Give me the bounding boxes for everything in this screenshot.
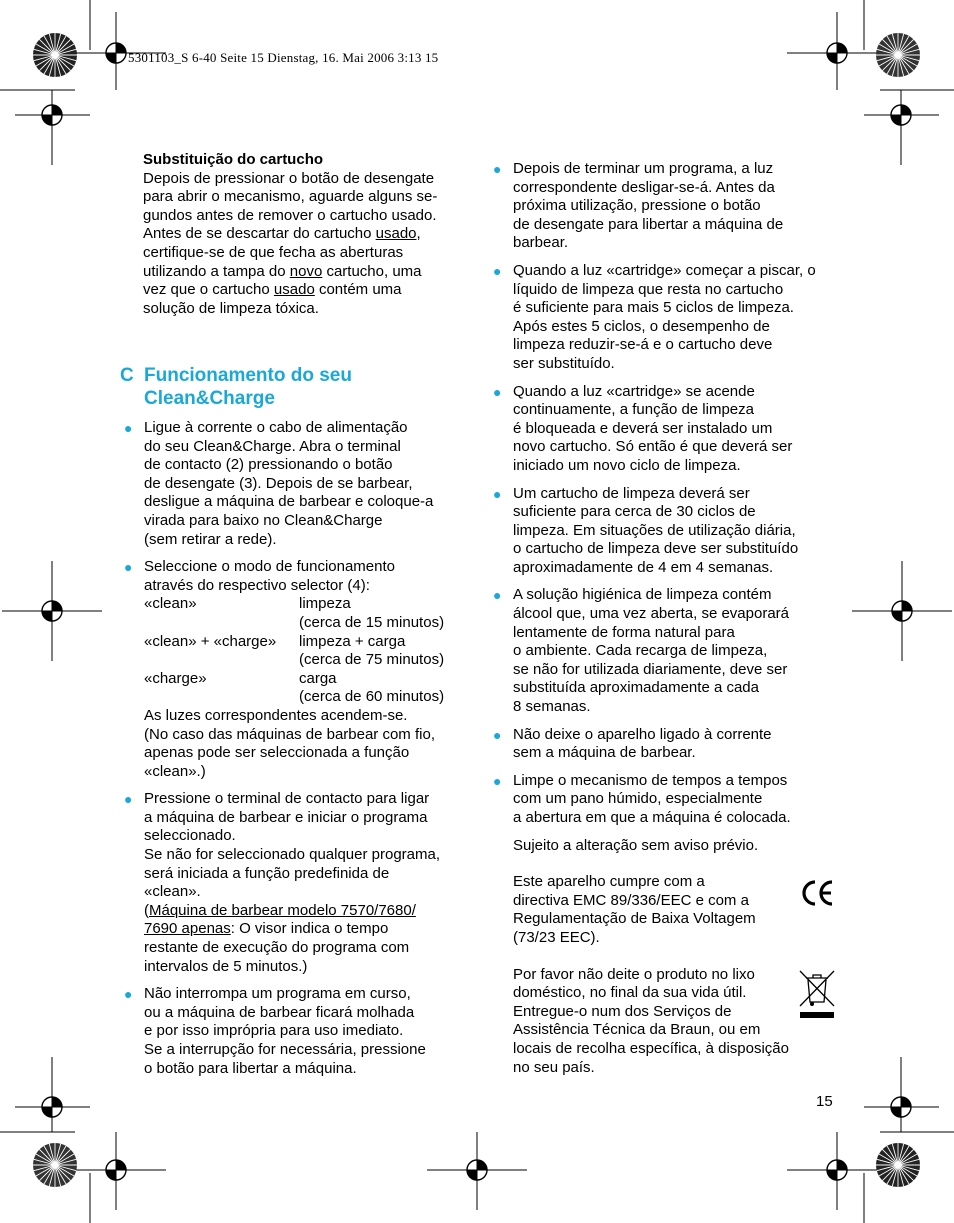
mode-label: «clean» + «charge» <box>144 632 277 650</box>
page-number: 15 <box>816 1093 833 1110</box>
section-letter: C <box>120 365 134 386</box>
mode-desc: limpeza <box>299 595 351 613</box>
bullet-icon: ● <box>493 262 502 279</box>
text-run: Antes de se descartar do cartucho <box>143 225 376 243</box>
text-line: próxima utilização, pressione o botão <box>513 197 761 215</box>
text-block <box>144 985 474 1078</box>
section-title <box>144 364 424 410</box>
cartridge-replacement-title: Substituição do cartucho <box>143 151 324 168</box>
text-line: ou a máquina de barbear ficará molhada <box>144 1003 415 1021</box>
bullet-icon: ● <box>493 383 502 400</box>
mode-desc: carga <box>299 669 337 687</box>
list-item <box>124 419 474 549</box>
list-item <box>493 725 843 763</box>
disposal-text <box>513 966 843 1078</box>
bullet-icon: ● <box>493 587 502 604</box>
ce-compliance-text <box>513 873 843 947</box>
bullet-icon: ● <box>493 726 502 743</box>
bullet-icon: ● <box>493 772 502 789</box>
left-bullet-list <box>124 419 474 1087</box>
text-line: do seu Clean&Charge. Abra o terminal <box>144 437 401 455</box>
text-line: novo cartucho. Só então é que deverá ser <box>513 438 793 456</box>
text-line: solução de limpeza tóxica. <box>143 299 319 317</box>
crossed-bin-icon <box>798 968 836 1020</box>
text-line: «clean».) <box>144 762 206 780</box>
text-line: através do respectivo selector (4): <box>144 576 370 594</box>
text-line: aproximadamente de 4 em 4 semanas. <box>513 558 774 576</box>
text-line: gundos antes de remover o cartucho usado. <box>143 206 437 224</box>
print-slug: 5301103_S 6-40 Seite 15 Dienstag, 16. Mai 2006 3:13 15 <box>128 50 439 65</box>
mode-time: (cerca de 75 minutos) <box>299 651 445 669</box>
text-line: Por favor não deite o produto no lixo <box>513 965 755 983</box>
text-line: Regulamentação de Baixa Voltagem <box>513 910 756 928</box>
text-block <box>513 726 843 763</box>
text-line: locais de recolha específica, à disposição <box>513 1039 789 1057</box>
text-line: limpeza reduzir-se-á e o cartucho deve <box>513 336 773 354</box>
text-line: Pressione o terminal de contacto para ligar <box>144 790 430 808</box>
text-line: seleccionado. <box>144 827 236 845</box>
text-line: Depois de terminar um programa, a luz <box>513 160 774 177</box>
text-line: ser substituído. <box>513 354 615 372</box>
underlined-text: 7690 apenas <box>144 920 231 938</box>
text-line <box>144 920 474 939</box>
text-line: Seleccione o modo de funcionamento <box>144 558 396 576</box>
text-line: directiva EMC 89/336/EEC e com a <box>513 891 749 909</box>
text-line: a abertura em que a máquina é colocada. <box>513 809 791 826</box>
bullet-icon: ● <box>493 161 502 177</box>
list-item <box>124 790 474 976</box>
text-line: virada para baixo no Clean&Charge <box>144 511 383 529</box>
text-line: se não for utilizada diariamente, deve ser <box>513 660 788 678</box>
mode-desc: limpeza + carga <box>299 632 406 650</box>
text-line: o ambiente. Cada recarga de limpeza, <box>513 642 768 660</box>
text-line: (sem retirar a rede). <box>144 530 277 548</box>
text-run: utilizando a tampa do <box>143 262 290 280</box>
mode-label: «clean» <box>144 595 197 613</box>
text-line: e por isso imprópria para uso imediato. <box>144 1022 404 1040</box>
text-line: certifique-se de que fecha as aberturas <box>143 243 404 261</box>
list-item <box>493 484 843 578</box>
text-line: de desengate para libertar a máquina de <box>513 215 784 233</box>
text-run: : O visor indica o tempo <box>230 920 389 938</box>
text-run: vez que o cartucho <box>143 281 274 299</box>
text-line <box>143 263 473 282</box>
text-line: Um cartucho de limpeza deverá ser <box>513 484 750 502</box>
text-line: limpeza. Em situações de utilização diária, <box>513 521 796 539</box>
text-line: suficiente para cerca de 30 ciclos de <box>513 503 756 521</box>
text-line: de contacto (2) pressionando o botão <box>144 456 393 474</box>
text-line: continuamente, a função de limpeza <box>513 401 754 419</box>
text-line <box>144 902 474 921</box>
text-line: o cartucho de limpeza deve ser substituído <box>513 540 799 558</box>
text-line: 8 semanas. <box>513 698 591 716</box>
text-block <box>144 419 474 549</box>
mode-label: «charge» <box>144 669 207 687</box>
list-item <box>124 985 474 1078</box>
text-line <box>143 225 473 244</box>
text-line: Não deixe o aparelho ligado à corrente <box>513 725 772 743</box>
text-block <box>513 160 843 253</box>
text-line: líquido de limpeza que resta no cartucho <box>513 280 784 298</box>
text-run: , <box>416 225 421 243</box>
mode-table <box>144 595 474 707</box>
notice-text: Sujeito a alteração sem aviso prévio. <box>513 836 759 854</box>
text-line: «clean». <box>144 883 201 901</box>
underlined-word: usado <box>273 281 315 299</box>
right-column <box>493 160 843 1077</box>
text-line: é suficiente para mais 5 ciclos de limpeza. <box>513 299 794 317</box>
text-line: Depois de pressionar o botão de desengate <box>143 169 435 187</box>
mode-time: (cerca de 15 minutos) <box>299 613 445 631</box>
text-line: A solução higiénica de limpeza contém <box>513 586 772 604</box>
bullet-icon: ● <box>124 420 133 436</box>
list-item <box>493 771 843 828</box>
text-line: Não interrompa um programa em curso, <box>144 985 411 1003</box>
text-line: Se não for seleccionado qualquer programa, <box>144 846 441 864</box>
text-line: com um pano húmido, especialmente <box>513 790 763 808</box>
list-item <box>493 160 843 253</box>
text-line: Este aparelho cumpre com a <box>513 873 705 891</box>
text-line: o botão para libertar a máquina. <box>144 1059 357 1077</box>
text-line: de desengate (3). Depois de se barbear, <box>144 474 413 492</box>
bullet-icon: ● <box>124 559 133 576</box>
list-item <box>124 558 474 781</box>
text-run: ( <box>144 901 149 919</box>
bullet-icon: ● <box>493 485 502 502</box>
text-line: é bloqueada e deverá ser instalado um <box>513 419 773 437</box>
text-line: álcool que, uma vez aberta, se evaporará <box>513 605 789 623</box>
text-line: iniciado um novo ciclo de limpeza. <box>513 456 741 474</box>
list-item <box>493 261 843 374</box>
text-line: no seu país. <box>513 1058 595 1076</box>
text-line: Assistência Técnica da Braun, ou em <box>513 1021 761 1039</box>
underlined-word: usado <box>375 225 417 243</box>
text-line: a máquina de barbear e iniciar o programa <box>144 808 428 826</box>
text-block <box>513 485 843 578</box>
mode-time: (cerca de 60 minutos) <box>299 688 445 706</box>
text-line: será iniciada a função predefinida de <box>144 864 390 882</box>
bullet-icon: ● <box>124 791 133 808</box>
text-run: cartucho, uma <box>322 262 422 280</box>
text-line: apenas pode ser seleccionada a função <box>144 744 410 762</box>
text-line: intervalos de 5 minutos.) <box>144 957 308 975</box>
text-line: Limpe o mecanismo de tempos a tempos <box>513 771 788 789</box>
underlined-word: novo <box>289 262 323 280</box>
text-block <box>144 707 474 781</box>
text-line: (No caso das máquinas de barbear com fio, <box>144 725 435 743</box>
text-line: As luzes correspondentes acendem-se. <box>144 706 408 724</box>
text-block <box>513 586 843 716</box>
bullet-icon: ● <box>124 986 133 1003</box>
text-line: sem a máquina de barbear. <box>513 744 696 762</box>
text-line: Ligue à corrente o cabo de alimentação <box>144 419 408 436</box>
text-block <box>144 939 474 976</box>
text-run: contém uma <box>314 281 402 299</box>
cartridge-replacement-block <box>143 151 473 318</box>
text-line: substituída aproximadamente a cada <box>513 679 759 697</box>
text-line: Após estes 5 ciclos, o desempenho de <box>513 317 770 335</box>
text-line: doméstico, no final da sua vida útil. <box>513 984 747 1002</box>
text-line: desligue a máquina de barbear e coloque-a <box>144 493 434 511</box>
text-block <box>513 383 843 476</box>
list-item <box>493 382 843 476</box>
text-block <box>513 772 843 828</box>
text-block <box>513 262 843 374</box>
underlined-text: Máquina de barbear modelo 7570/7680/ <box>149 901 416 919</box>
text-line: restante de execução do programa com <box>144 939 410 957</box>
section-title-line: Clean&Charge <box>144 388 275 409</box>
list-item <box>493 586 843 716</box>
text-line: correspondente desligar-se-á. Antes da <box>513 178 775 196</box>
text-line: Quando a luz «cartridge» se acende <box>513 382 755 400</box>
text-block <box>144 558 474 595</box>
text-line: Se a interrupção for necessária, pressione <box>144 1041 426 1058</box>
text-line: lentamente de forma natural para <box>513 623 735 641</box>
text-line <box>143 281 473 300</box>
text-line: Entregue-o num dos Serviços de <box>513 1002 732 1020</box>
ce-mark-icon <box>798 874 836 912</box>
text-line: (73/23 EEC). <box>513 928 600 946</box>
text-block <box>144 790 474 902</box>
section-title-line: Funcionamento do seu <box>144 365 352 386</box>
text-line: para abrir o mecanismo, aguarde alguns se- <box>143 188 438 206</box>
text-line: Quando a luz «cartridge» começar a piscar, o <box>513 261 816 279</box>
text-line: barbear. <box>513 234 569 252</box>
